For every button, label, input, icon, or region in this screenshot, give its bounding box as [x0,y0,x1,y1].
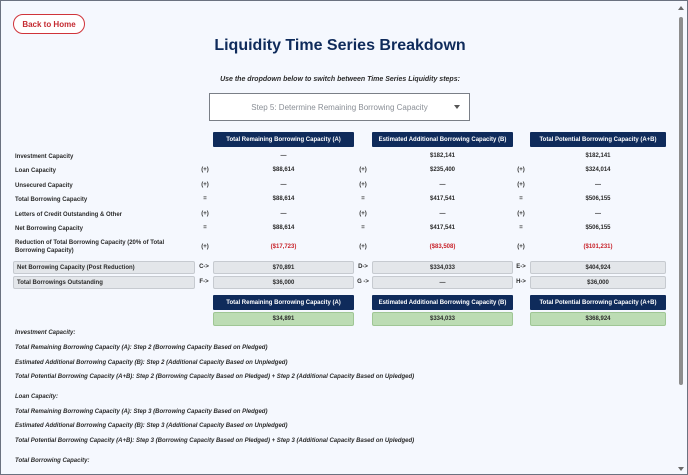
note-heading: Total Borrowing Capacity: [15,458,90,464]
row-value-ab: — [595,182,601,188]
boxed-row-value-a: $36,000 [213,276,354,289]
boxed-row-label: Total Borrowings Outstanding [13,276,195,289]
row-label: Loan Capacity [15,168,57,174]
row-value-a: $88,614 [272,225,295,231]
row-label: Investment Capacity [15,154,74,160]
row-operator: (+) [517,211,525,217]
row-value-b: $417,541 [429,225,456,231]
boxed-row-value-b: — [372,276,513,289]
boxed-row-value-b: $334,033 [372,261,513,274]
note-line: Total Remaining Borrowing Capacity (A): Step 2 (Borrowing Capacity Based on Pledged) [15,345,268,351]
scrollbar-thumb[interactable] [679,17,683,385]
boxed-row-marker: E-> [516,264,526,270]
note-line: Total Potential Borrowing Capacity (A+B): Step 2 (Borrowing Capacity Based on Pledged) + Step 2 (Additional Capacity Based on Upledged) [15,374,415,380]
note-line: Estimated Additional Borrowing Capacity (B): Step 3 (Additional Capacity Based on Unpledged) [15,423,288,429]
chevron-down-icon [454,105,460,109]
result-estimated-additional: $334,033 [372,312,513,326]
row-value-ab: $506,155 [585,196,611,202]
boxed-row-marker: F-> [199,279,209,285]
note-line: Total Remaining Borrowing Capacity (A): Step 3 (Borrowing Capacity Based on Pledged) [15,409,268,415]
row-value-ab: $324,014 [585,167,611,173]
dropdown-instruction: Use the dropdown below to switch between Time Series Liquidity steps: [220,76,460,83]
row-value-ab: $506,155 [585,225,611,231]
boxed-row-value-a: $70,891 [213,261,354,274]
row-value-ab: — [595,211,601,217]
header-total-remaining: Total Remaining Borrowing Capacity (A) [213,132,354,147]
row-operator: = [361,225,365,231]
row-operator: (+) [359,244,367,250]
result-total-remaining: $34,891 [213,312,354,326]
row-value-b: $235,400 [429,167,456,173]
boxed-row-value-ab: $36,000 [530,276,666,289]
row-value-b: — [439,182,446,188]
row-value-a: — [280,211,287,217]
row-value-a: $88,614 [272,196,295,202]
row-label: Letters of Credit Outstanding & Other [15,212,123,218]
row-value-ab: ($101,231) [583,244,613,250]
row-value-b: ($83,508) [429,244,456,250]
row-value-b: — [439,211,446,217]
note-heading: Loan Capacity: [15,394,59,400]
row-operator: (+) [517,244,525,250]
row-value-a: ($17,723) [270,244,297,250]
result-header-total-potential: Total Potential Borrowing Capacity (A+B) [530,295,666,310]
boxed-row-label: Net Borrowing Capacity (Post Reduction) [13,261,195,274]
result-header-estimated-additional: Estimated Additional Borrowing Capacity (B) [372,295,513,310]
header-total-potential: Total Potential Borrowing Capacity (A+B) [530,132,666,147]
boxed-row-marker: G -> [357,279,369,285]
step-select-value: Step 5: Determine Remaining Borrowing Capacity [251,102,428,112]
row-operator: = [519,196,523,202]
boxed-row-marker: H-> [516,279,526,285]
scroll-down-arrow-icon[interactable] [678,467,684,471]
result-header-total-remaining: Total Remaining Borrowing Capacity (A) [213,295,354,310]
row-operator: (+) [359,182,367,188]
row-operator: = [519,225,523,231]
step-select-dropdown[interactable] [209,93,470,121]
row-operator: (+) [201,211,209,217]
row-label: Total Borrowing Capacity [15,197,88,203]
row-operator: (+) [517,182,525,188]
row-operator: = [203,196,207,202]
row-label: Net Borrowing Capacity [15,226,84,232]
row-operator: (+) [201,182,209,188]
row-operator: (+) [359,167,367,173]
row-operator: (+) [201,167,209,173]
row-operator: (+) [517,167,525,173]
row-operator: (+) [359,211,367,217]
page-title: Liquidity Time Series Breakdown [214,37,466,54]
row-value-b: $182,141 [429,153,456,159]
note-heading: Investment Capacity: [15,330,76,336]
header-estimated-additional: Estimated Additional Borrowing Capacity (B) [372,132,513,147]
row-value-b: $417,541 [429,196,456,202]
row-label: Unsecured Capacity [15,183,73,189]
row-value-a: — [280,182,287,188]
row-value-a: — [280,153,287,159]
row-value-a: $88,614 [272,167,295,173]
scroll-up-arrow-icon[interactable] [678,6,684,10]
boxed-row-marker: D-> [358,264,368,270]
note-line: Estimated Additional Borrowing Capacity (B): Step 2 (Additional Capacity Based on Unpledged) [15,360,288,366]
vertical-scrollbar[interactable] [678,6,684,471]
back-to-home-button[interactable]: Back to Home [13,14,85,34]
row-value-ab: $182,141 [585,153,611,159]
row-label: Reduction of Total Borrowing Capacity (20% of Total Borrowing Capacity) [15,240,165,254]
result-total-potential: $368,924 [530,312,666,326]
boxed-row-value-ab: $404,924 [530,261,666,274]
row-operator: (+) [201,244,209,250]
boxed-row-marker: C-> [199,264,209,270]
note-line: Total Potential Borrowing Capacity (A+B): Step 3 (Borrowing Capacity Based on Pledged) + Step 3 (Additional Capacity Based on Upledged) [15,438,415,444]
row-operator: = [361,196,365,202]
row-operator: = [203,225,207,231]
